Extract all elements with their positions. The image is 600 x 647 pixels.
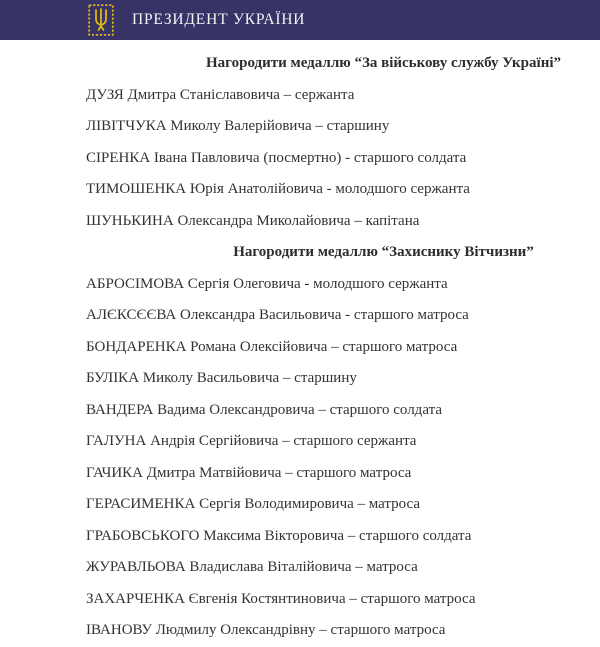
award-line: ШУНЬКИНА Олександра Миколайовича – капітана [86,212,420,229]
award-line: БУЛІКА Миколу Васильовича – старшину [86,370,357,386]
home-logo-link[interactable] [88,4,305,36]
award-line: ГАЧИКА Дмитра Матвійовича – старшого матроса [86,464,412,481]
award-line: СІРЕНКА Івана Павловича (посмертно) - старшого солдата [86,149,467,166]
award-line: АБРОСІМОВА Сергія Олеговича - молодшого сержанта [86,275,448,292]
section-heading: Нагородити медаллю “За військову службу Україні” [206,55,561,71]
award-line: ЛІВІТЧУКА Миколу Валерійовича – старшину [86,118,390,134]
award-line: ГЕРАСИМЕНКА Сергія Володимировича – матроса [86,496,421,512]
site-title[interactable]: ПРЕЗИДЕНТ УКРАЇНИ [132,11,306,28]
section-heading: Нагородити медаллю “Захиснику Вітчизни” [233,244,534,260]
award-line: ЖУРАВЛЬОВА Владислава Віталійовича – матроса [86,559,418,575]
award-line: ДУЗЯ Дмитра Станіславовича – сержанта [86,86,355,103]
award-line: ЗАХАРЧЕНКА Євгенія Костянтиновича – старшого матроса [86,590,476,607]
award-line: БОНДАРЕНКА Романа Олексійовича – старшого матроса [86,338,458,355]
award-line: ГАЛУНА Андрія Сергійовича – старшого сержанта [86,433,417,449]
award-line: АЛЄКСЄЄВА Олександра Васильовича - старшого матроса [86,307,469,323]
decree-content [86,40,600,647]
site-header [0,0,600,40]
award-line: ВАНДЕРА Вадима Олександровича – старшого солдата [86,401,442,418]
award-line: ГРАБОВСЬКОГО Максима Вікторовича – старшого солдата [86,527,472,544]
award-line: ТИМОШЕНКА Юрія Анатолійовича - молодшого сержанта [86,181,470,197]
trident-emblem-icon [88,4,114,36]
award-line: ІВАНОВУ Людмилу Олександрівну – старшого матроса [86,622,446,638]
